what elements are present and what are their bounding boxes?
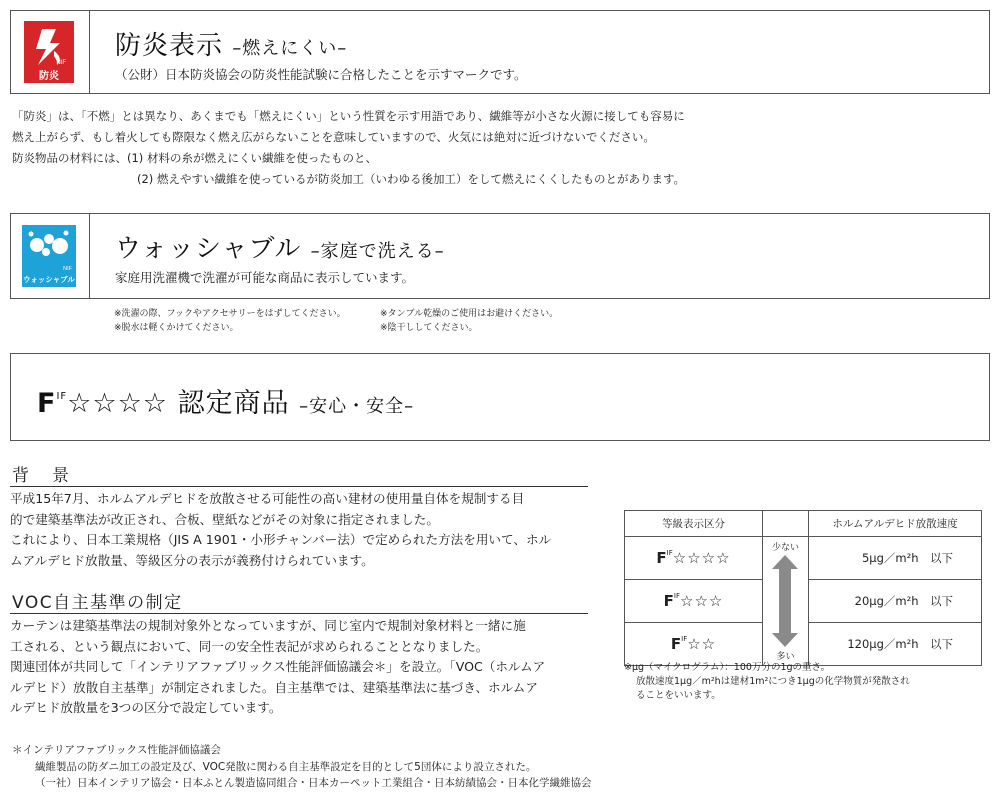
washable-logo-text: ウォッシャブル — [23, 275, 75, 284]
grade-mark — [625, 537, 763, 580]
fire-paragraph-line: 「防炎」は、「不燃」とは異なり、あくまでも「燃えにくい」という性質を示す用語であり、繊維等が小さな火源に接しても容易に — [12, 109, 685, 123]
washable-title-main: ウォッシャブル — [115, 234, 302, 264]
fstar-sup: IF — [56, 391, 68, 402]
footnote-line: 繊維製品の防ダニ加工の設定及び、VOC発散に関わる自主基準設定を目的として5団体により設立された。 — [35, 760, 537, 773]
fire-paragraph — [12, 106, 685, 190]
voc-line: カーテンは建築基準法の規制対象外となっていますが、同じ室内で規制対象材料と一緒に施 — [10, 618, 526, 633]
header-arrow-cell — [763, 511, 809, 537]
background-divider — [10, 486, 588, 487]
grade-stars: ☆☆☆☆ — [672, 549, 731, 567]
washable-notes-left — [114, 307, 346, 335]
grade-f: F — [656, 549, 667, 567]
washable-title — [115, 228, 445, 265]
table-row — [625, 537, 982, 580]
grade-mark — [625, 580, 763, 623]
fstar-title-main: 認定商品 — [177, 388, 290, 419]
background-line: ムアルデヒド放散量、等級区分の表示が義務付けられています。 — [10, 552, 374, 568]
table-header-row — [625, 511, 982, 537]
voc-heading: VOC自主基準の制定 — [12, 593, 183, 613]
washable-logo-small: NIF — [63, 266, 72, 272]
washable-notes-right — [380, 307, 558, 335]
washable-note: ※脱水は軽くかけてください。 — [114, 323, 239, 333]
grade-sup: IF — [673, 592, 680, 600]
background-body — [10, 489, 551, 571]
washable-note: ※陰干ししてください。 — [380, 323, 478, 333]
table-note: ることをいいます。 — [636, 690, 721, 701]
washable-subtitle: –家庭で洗える– — [310, 241, 445, 262]
fstar-subtitle: –安心・安全– — [299, 396, 415, 417]
fire-paragraph-line: 燃え上がらず、もし着火しても際限なく燃え広がらないことを意味していますので、火気には絶対に近づけないでください。 — [12, 130, 655, 144]
voc-line: 工される、という観点において、同一の安全性表記が求められることとなりました。 — [10, 638, 489, 654]
fire-paragraph-line: 防炎物品の材料には、(1) 材料の糸が燃えにくい繊維を使ったものと、 — [12, 151, 377, 165]
fstar-title — [37, 381, 414, 420]
footnote — [12, 742, 592, 792]
formaldehyde-grade-table — [624, 510, 982, 666]
table-notes — [624, 661, 910, 703]
grade-f: F — [670, 635, 682, 653]
header-grade: 等級表示区分 — [625, 511, 763, 537]
voc-line: 関連団体が共同して「インテリアファブリックス性能評価協議会＊」を設立。「VOC（ホルムア — [10, 659, 546, 674]
header-rate: ホルムアルデヒド放散速度 — [809, 511, 982, 537]
fire-subtitle: –燃えにくい– — [232, 38, 348, 59]
washable-description: 家庭用洗濯機で洗濯が可能な商品に表示しています。 — [115, 270, 415, 285]
grade-sup: IF — [681, 635, 688, 643]
grade-sup: IF — [666, 549, 673, 557]
grade-rate: 120μg／m²h 以下 — [809, 623, 982, 666]
fire-title — [115, 25, 347, 62]
fire-title-main: 防炎表示 — [115, 31, 224, 61]
arrow-cell — [763, 537, 809, 666]
washable-note: ※洗濯の際、フックやアクセサリーをはずしてください。 — [114, 309, 346, 319]
footnote-line: （一社）日本インテリア協会・日本ふとん製造協同組合・日本カーペット工業組合・日本紡績協会・日本化学繊維協会 — [35, 777, 592, 789]
label-more: 多い — [776, 652, 795, 662]
voc-line: ルデヒド）放散自主基準」が制定されました。自主基準では、建築基準法に基づき、ホルムア — [10, 679, 538, 695]
washable-note: ※タンブル乾燥のご使用はお避けください。 — [380, 309, 559, 319]
fstar-label-box — [10, 353, 990, 441]
washable-logo-icon — [22, 225, 76, 287]
footnote-line: ＊インテリアファブリックス性能評価協議会 — [12, 744, 221, 756]
double-arrow-icon — [770, 555, 800, 647]
voc-body — [10, 616, 545, 719]
grade-f: F — [663, 592, 674, 610]
grade-rate: 5μg／m²h 以下 — [809, 537, 982, 580]
label-less: 少ない — [771, 543, 799, 553]
fire-logo-small: NIF — [56, 60, 66, 66]
voc-divider — [10, 613, 588, 614]
background-line: 的で建築基準法が改正され、合板、壁紙などがその対象に指定されました。 — [10, 511, 439, 527]
background-line: 平成15年7月、ホルムアルデヒドを放散させる可能性の高い建材の使用量自体を規制する目 — [10, 491, 525, 506]
voc-line: ルデヒド放散量を3つの区分で設定しています。 — [10, 700, 282, 715]
fire-description: （公財）日本防炎協会の防炎性能試験に合格したことを示すマークです。 — [115, 67, 527, 82]
fstar-f: F — [37, 388, 57, 419]
grade-rate: 20μg／m²h 以下 — [809, 580, 982, 623]
fire-paragraph-line: (2) 燃えやすい繊維を使っているが防炎加工（いわゆる後加工）をして燃えにくくしたものとがあります。 — [137, 172, 686, 186]
table-note: ※μg（マイクログラム）：100万分の1gの重さ。 — [624, 662, 831, 673]
fstar-stars: ☆☆☆☆ — [67, 388, 168, 419]
background-heading: 背 景 — [12, 466, 72, 486]
grade-stars: ☆☆☆ — [680, 592, 724, 610]
table-note: 放散速度1μg／m²hは建材1m²につき1μgの化学物質が発散され — [636, 676, 910, 687]
washable-icon-cell — [11, 214, 90, 298]
grade-stars: ☆☆ — [687, 635, 717, 653]
grade-mark — [625, 623, 763, 666]
fire-retardant-logo-icon — [24, 21, 74, 83]
fire-icon-cell — [11, 11, 90, 93]
washable-label-box — [10, 213, 990, 299]
fire-logo-text: 防炎 — [39, 71, 59, 82]
background-line: これにより、日本工業規格（JIS A 1901・小形チャンバー法）で定められた方法を用いて、ホル — [10, 532, 552, 547]
fire-label-box — [10, 10, 990, 94]
